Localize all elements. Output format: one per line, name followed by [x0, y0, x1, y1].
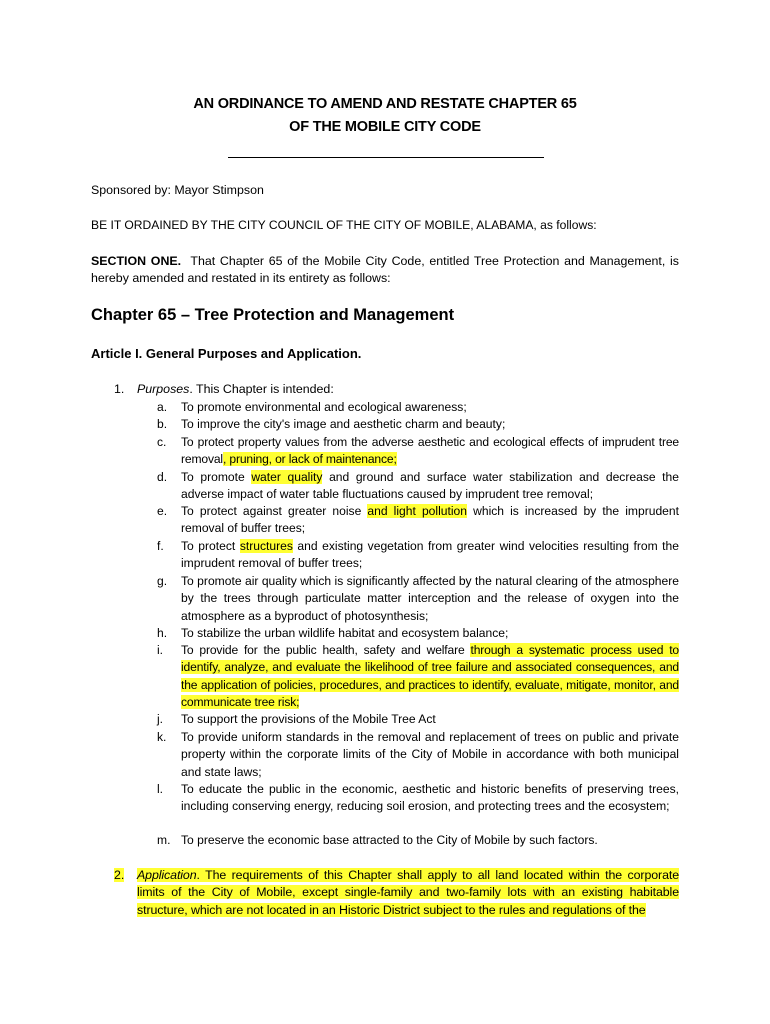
list-item-marker: a.: [157, 400, 168, 414]
list-item: [181, 503, 679, 538]
ordinance-title-line-2: OF THE MOBILE CITY CODE: [289, 119, 481, 135]
application-label: Application: [137, 868, 197, 882]
list-item-text: To protect against greater noise: [181, 504, 368, 518]
application-text: . The requirements of this Chapter shall apply to all land located within the corporate limits of the City of Mobile, except single-family and two-family lots with an existing habitable structure, which are not located in an Historic District subject to the rules and regulations of the: [137, 868, 679, 917]
list-item: To provide uniform standards in the removal and replacement of trees on public and private property within the corporate limits of the City of Mobile in accordance with both municipal and state laws;: [181, 730, 679, 779]
list-item-marker: e.: [157, 504, 168, 518]
list-item-text: To protect: [181, 539, 240, 553]
purposes-intro: [137, 381, 677, 398]
purposes-number: 1.: [114, 382, 125, 396]
sponsored-by: Sponsored by: Mayor Stimpson: [91, 183, 264, 197]
list-item: To promote environmental and ecological awareness;: [181, 400, 467, 414]
list-item: To educate the public in the economic, aesthetic and historic benefits of preserving trees, including conserving energy, reducing soil erosion, and protecting trees and the ecosystem;: [181, 782, 679, 814]
list-item-text: and existing vegetation from greater wind velocities resulting from the imprudent removal of buffer trees;: [181, 539, 679, 571]
list-item: [181, 434, 679, 469]
list-item-text: To promote: [181, 470, 252, 484]
list-item: To improve the city's image and aesthetic charm and beauty;: [181, 417, 506, 431]
list-item: To preserve the economic base attracted to the City of Mobile by such factors.: [181, 833, 598, 847]
highlighted-text: 2.: [114, 868, 125, 882]
section-one-label: SECTION ONE.: [91, 254, 182, 268]
list-item: [181, 642, 679, 712]
list-item-marker: m.: [157, 833, 171, 847]
section-one: [91, 253, 679, 288]
highlighted-text: through a systematic process used to identify, analyze, and evaluate the likelihood of tree failure and associated consequences, and the application of policies, procedures, and practices to identify, evaluate, mitigate, monitor, and communicate tree risk;: [181, 643, 680, 710]
list-item: To stabilize the urban wildlife habitat and ecosystem balance;: [181, 626, 509, 640]
list-item: [181, 538, 679, 573]
list-item-marker: j.: [157, 712, 164, 726]
list-item: [181, 469, 679, 504]
list-item-marker: g.: [157, 574, 168, 588]
highlighted-text: water quality: [251, 470, 323, 484]
list-item-marker: k.: [157, 730, 167, 744]
section-one-text: That Chapter 65 of the Mobile City Code, entitled Tree Protection and Management, is hereby amended and restated in its entirety as follows:: [91, 254, 680, 286]
purposes-intro-text: . This Chapter is intended:: [189, 382, 334, 396]
highlighted-text: and light pollution: [367, 504, 468, 518]
list-item-marker: l.: [157, 782, 164, 796]
list-item-marker: c.: [157, 435, 167, 449]
ordinance-title-line-1: AN ORDINANCE TO AMEND AND RESTATE CHAPTER 65: [193, 96, 577, 112]
ordained-clause: BE IT ORDAINED BY THE CITY COUNCIL OF THE CITY OF MOBILE, ALABAMA, as follows:: [91, 218, 597, 232]
article-heading: Article I. General Purposes and Application.: [91, 346, 362, 361]
highlighted-text: structures: [239, 539, 293, 553]
list-item: To support the provisions of the Mobile Tree Act: [181, 712, 436, 726]
list-item-marker: h.: [157, 626, 168, 640]
list-item-text: and ground and surface water stabilization and decrease the adverse impact of water table fluctuations caused by imprudent tree removal;: [181, 470, 679, 502]
highlighted-text: , pruning, or lack of maintenance;: [222, 452, 397, 467]
list-item-marker: i.: [157, 643, 164, 657]
list-item-text: To provide for the public health, safety and welfare: [181, 643, 471, 657]
list-item: To promote air quality which is significantly affected by the natural clearing of the atmosphere by the trees through particulate matter interception and the release of oxygen into the atmosphere as a byproduct of photosynthesis;: [181, 574, 679, 623]
list-item-marker: b.: [157, 417, 168, 431]
application-number: [114, 867, 124, 884]
purposes-label: Purposes: [137, 382, 190, 396]
list-item-marker: f.: [157, 539, 164, 553]
application-paragraph: [137, 867, 679, 919]
list-item-text: To protect property values from the adverse aesthetic and ecological effects of imprudent tree removal: [181, 435, 679, 467]
list-item-text: which is increased by the imprudent removal of buffer trees;: [181, 504, 679, 536]
title-underline: [228, 157, 544, 158]
list-item-marker: d.: [157, 470, 168, 484]
chapter-heading: Chapter 65 – Tree Protection and Management: [91, 306, 455, 324]
